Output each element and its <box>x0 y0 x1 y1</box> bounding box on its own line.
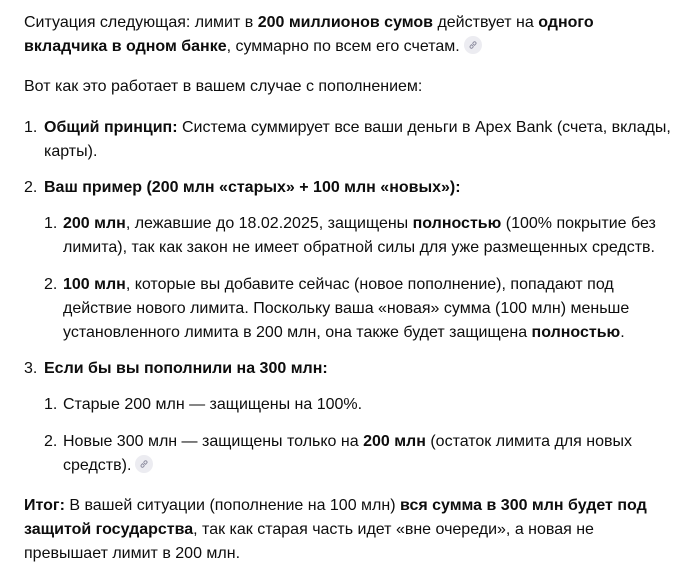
summary-text-1: В вашей ситуации (пополнение на 100 млн) <box>64 497 400 514</box>
list-number: 1. <box>24 119 38 136</box>
item-text: , которые вы добавите сейчас (новое пополнение), попадают под действие нового лимита. Поскольку ваша «новая» сумма (100 млн) меньше установленного лимита в 200 млн, она также будет защищена <box>63 276 630 341</box>
bold-fully: полностью <box>412 215 502 232</box>
nested-list-item <box>44 212 674 260</box>
bold-amount: 200 млн <box>363 433 426 450</box>
lead-paragraph: Вот как это работает в вашем случае с пополнением: <box>24 78 423 95</box>
bold-amount: 200 млн <box>63 215 126 232</box>
list-number: 1. <box>44 215 58 232</box>
list-number: 2. <box>44 276 58 293</box>
summary-paragraph <box>24 494 674 566</box>
source-link-button[interactable] <box>464 36 482 54</box>
assistant-message <box>24 11 674 566</box>
item-text: Старые 200 млн — защищены на 100%. <box>63 396 363 413</box>
intro-text-3: , суммарно по всем его счетам. <box>226 38 460 55</box>
list-item <box>24 176 674 345</box>
intro-text-2: действует на <box>433 14 539 31</box>
link-icon <box>468 40 478 50</box>
list-number: 1. <box>44 396 58 413</box>
list-item-heading: Общий принцип: <box>44 119 178 136</box>
nested-list-item <box>44 430 674 478</box>
nested-list <box>44 393 674 478</box>
nested-list-item <box>44 393 674 417</box>
main-list <box>24 116 674 478</box>
list-number: 3. <box>24 360 38 377</box>
summary-label: Итог: <box>24 497 65 514</box>
list-item-text: Система суммирует все ваши деньги в Apex Bank (счета, вклады, карты). <box>44 119 671 160</box>
item-text: Новые 300 млн — защищены только на <box>63 433 364 450</box>
list-number: 2. <box>44 433 58 450</box>
item-text: (остаток лимита для новых средств). <box>63 433 632 474</box>
summary-text-2: , так как старая часть идет «вне очереди», а новая не превышает лимит в 200 млн. <box>24 521 594 562</box>
bold-fully: полностью <box>531 324 621 341</box>
intro-bold-depositor: одного вкладчика в одном банке <box>24 14 594 55</box>
source-link-button[interactable] <box>135 455 153 473</box>
list-item-heading: Ваш пример (200 млн «старых» + 100 млн «новых»): <box>44 179 461 196</box>
item-text: , лежавшие до 18.02.2025, защищены <box>125 215 413 232</box>
nested-list <box>44 212 674 345</box>
bold-amount: 100 млн <box>63 276 126 293</box>
nested-list-item <box>44 273 674 345</box>
list-item <box>24 357 674 478</box>
link-icon <box>139 459 149 469</box>
intro-paragraph <box>24 11 674 59</box>
summary-bold-conclusion: вся сумма в 300 млн будет под защитой государства <box>24 497 647 538</box>
intro-text-1: Ситуация следующая: лимит в <box>24 14 258 31</box>
list-item <box>24 116 674 164</box>
list-item-heading: Если бы вы пополнили на 300 млн: <box>44 360 328 377</box>
intro-bold-limit: 200 миллионов сумов <box>257 14 433 31</box>
item-text: . <box>620 324 625 341</box>
item-text: (100% покрытие без лимита), так как закон не имеет обратной силы для уже размещенных средств. <box>63 215 656 256</box>
list-number: 2. <box>24 179 38 196</box>
